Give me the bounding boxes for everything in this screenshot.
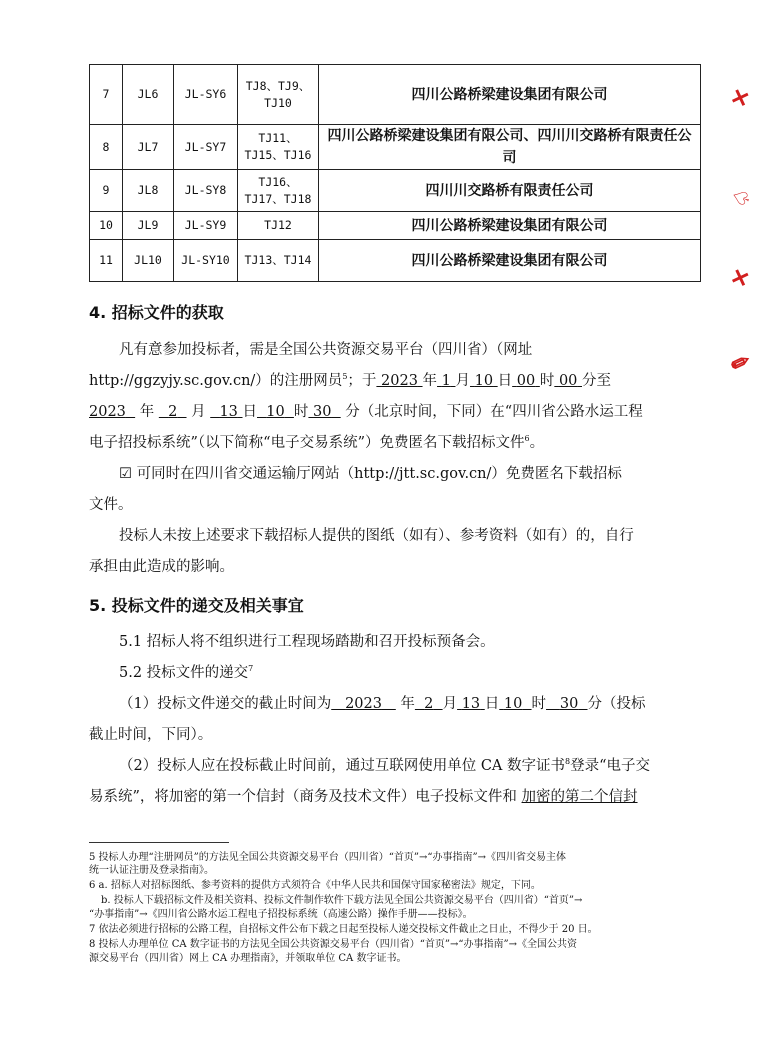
deadline-line2: 截止时间，下同）。: [89, 727, 213, 743]
row-number-cell: 9: [90, 170, 123, 212]
footnote-ref-8: 8: [565, 757, 571, 767]
winning-bidder-cell: 四川川交路桥有限责任公司: [319, 170, 701, 212]
lab-code-cell: JL-SY9: [174, 212, 238, 240]
deadline-month: 2: [424, 696, 434, 712]
para-obtain-line4: 电子招投标系统”（以下简称“电子交易系统”）免费匿名下载招标文件$^6$。: [89, 434, 545, 451]
end-month: 2: [168, 404, 178, 420]
submission-line1: （2）投标人应在投标截止时间前，通过互联网使用单位 CA 数字证书$^8$登录“电子交: [119, 757, 651, 774]
para-obtain-line2: http://ggzyjy.sc.gov.cn/）的注册网员$^5$；于 2023 年 1 月 10 日 00 时 00 分至: [89, 372, 611, 389]
checked-checkbox-icon: ☑: [119, 466, 132, 482]
start-min: 00: [558, 373, 578, 389]
deadline-min: 30: [559, 696, 579, 712]
table-row: [90, 65, 701, 125]
construction-lots-cell: TJ13、TJ14: [238, 240, 319, 282]
red-seal-fragment-icon: ♤: [726, 184, 757, 212]
table-row: [90, 240, 701, 282]
red-seal-fragment-icon: ✎: [725, 349, 757, 377]
red-seal-fragment-icon: ✕: [725, 84, 757, 112]
section-5-heading: 5. 投标文件的递交及相关事宜: [89, 596, 304, 615]
supervision-code-cell: JL7: [123, 125, 174, 170]
deadline-day: 13: [461, 696, 481, 712]
winning-bidder-cell: 四川公路桥梁建设集团有限公司、四川川交路桥有限责任公司: [319, 125, 701, 170]
footnote-5-line2: 统一认证注册及登录指南》。: [89, 865, 214, 876]
deadline-hour: 10: [503, 696, 523, 712]
footnote-7: 7 依法必须进行招标的公路工程，自招标文件公布下载之日起至投标人递交投标文件截止之日止，不得少于 20 日。: [89, 924, 598, 935]
lab-code-cell: JL-SY10: [174, 240, 238, 282]
lab-code-cell: JL-SY8: [174, 170, 238, 212]
para-liability-line1: 投标人未按上述要求下载招标人提供的图纸（如有）、参考资料（如有）的，自行: [119, 528, 634, 544]
footnote-ref-5: 5: [342, 372, 348, 382]
para-text: 凡有意参加投标者，需是全国公共资源交易平台（四川省）（网址: [119, 342, 533, 358]
winning-bidder-cell: 四川公路桥梁建设集团有限公司: [319, 212, 701, 240]
footnote-6-line2: b. 投标人下载招标文件及相关资料、投标文件制作软件下载方法见全国公共资源交易平台（四川省）“首页”→: [101, 895, 583, 906]
clause-5-1: 5.1 招标人将不组织进行工程现场踏勘和召开投标预备会。: [119, 634, 495, 650]
winning-bidder-cell: 四川公路桥梁建设集团有限公司: [319, 65, 701, 125]
para-text: ；于: [347, 373, 377, 389]
footnote-ref-6: 6: [524, 434, 530, 444]
para-obtain-line3: 2023 年 2 月 13 日 10 时 30 分（北京时间，下同）在“四川省公路水运工程: [89, 404, 643, 420]
supervision-lots-table: [89, 64, 701, 282]
construction-lots-cell: TJ12: [238, 212, 319, 240]
row-number-cell: 8: [90, 125, 123, 170]
url-ggzyjy: http://ggzyjy.sc.gov.cn/）的注册网员: [89, 373, 343, 389]
table-row: [90, 170, 701, 212]
red-seal-fragment-icon: ✕: [725, 264, 757, 292]
row-number-cell: 7: [90, 65, 123, 125]
end-day: 13: [219, 404, 238, 420]
footnote-divider: [89, 842, 229, 843]
footnote-6-line1: 6 a. 招标人对招标图纸、参考资料的提供方式须符合《中华人民共和国保守国家秘密法》规定，下同。: [89, 880, 541, 891]
para-alt-download-line2: 文件。: [89, 497, 133, 513]
clause-5-2: 5.2 投标文件的递交$^7$: [119, 664, 254, 681]
start-day: 10: [474, 373, 494, 389]
lab-code-cell: JL-SY7: [174, 125, 238, 170]
row-number-cell: 10: [90, 212, 123, 240]
winning-bidder-cell: 四川公路桥梁建设集团有限公司: [319, 240, 701, 282]
submission-line2: 易系统”，将加密的第一个信封（商务及技术文件）电子投标文件和 加密的第二个信封: [89, 789, 638, 805]
deadline-line1: （1）投标文件递交的截止时间为 2023 年 2 月 13 日 10 时 30 分（投标: [119, 696, 646, 712]
para-liability-line2: 承担由此造成的影响。: [89, 559, 234, 575]
table-row: [90, 125, 701, 170]
footnote-8-line2: 源交易平台（四川省）网上 CA 办理指南》，并领取单位 CA 数字证书。: [89, 953, 407, 964]
construction-lots-cell: TJ8、TJ9、TJ10: [238, 65, 319, 125]
table-row: [90, 212, 701, 240]
start-hour: 00: [516, 373, 536, 389]
footnote-5-line1: 5 投标人办理“注册网员”的方法见全国公共资源交易平台（四川省）“首页”→“办事指南”→《四川省交易主体: [89, 852, 566, 863]
supervision-code-cell: JL9: [123, 212, 174, 240]
para-alt-download-line1: ☑ 可同时在四川省交通运输厅网站（http://jtt.sc.gov.cn/）免费匿名下载招标: [119, 466, 622, 482]
section-4-heading: 4. 招标文件的获取: [89, 303, 224, 322]
para-obtain-line1: [89, 335, 694, 366]
end-year: 2023: [89, 404, 126, 420]
start-year: 2023: [381, 373, 418, 389]
footnote-8-line1: 8 投标人办理单位 CA 数字证书的方法见全国公共资源交易平台（四川省）“首页”→“办事指南”→《全国公共资: [89, 939, 577, 950]
supervision-code-cell: JL6: [123, 65, 174, 125]
supervision-code-cell: JL8: [123, 170, 174, 212]
lab-code-cell: JL-SY6: [174, 65, 238, 125]
row-number-cell: 11: [90, 240, 123, 282]
end-min: 30: [313, 404, 332, 420]
footnote-ref-7: 7: [248, 664, 254, 674]
supervision-code-cell: JL10: [123, 240, 174, 282]
construction-lots-cell: TJ11、TJ15、TJ16: [238, 125, 319, 170]
footnote-6-line3: “办事指南”→《四川省公路水运工程电子招投标系统（高速公路）操作手册——投标》。: [89, 909, 473, 920]
second-envelope-text: 加密的第二个信封: [521, 789, 638, 805]
construction-lots-cell: TJ16、TJ17、TJ18: [238, 170, 319, 212]
start-month: 1: [441, 373, 451, 389]
end-hour: 10: [266, 404, 285, 420]
deadline-year: 2023: [345, 696, 382, 712]
